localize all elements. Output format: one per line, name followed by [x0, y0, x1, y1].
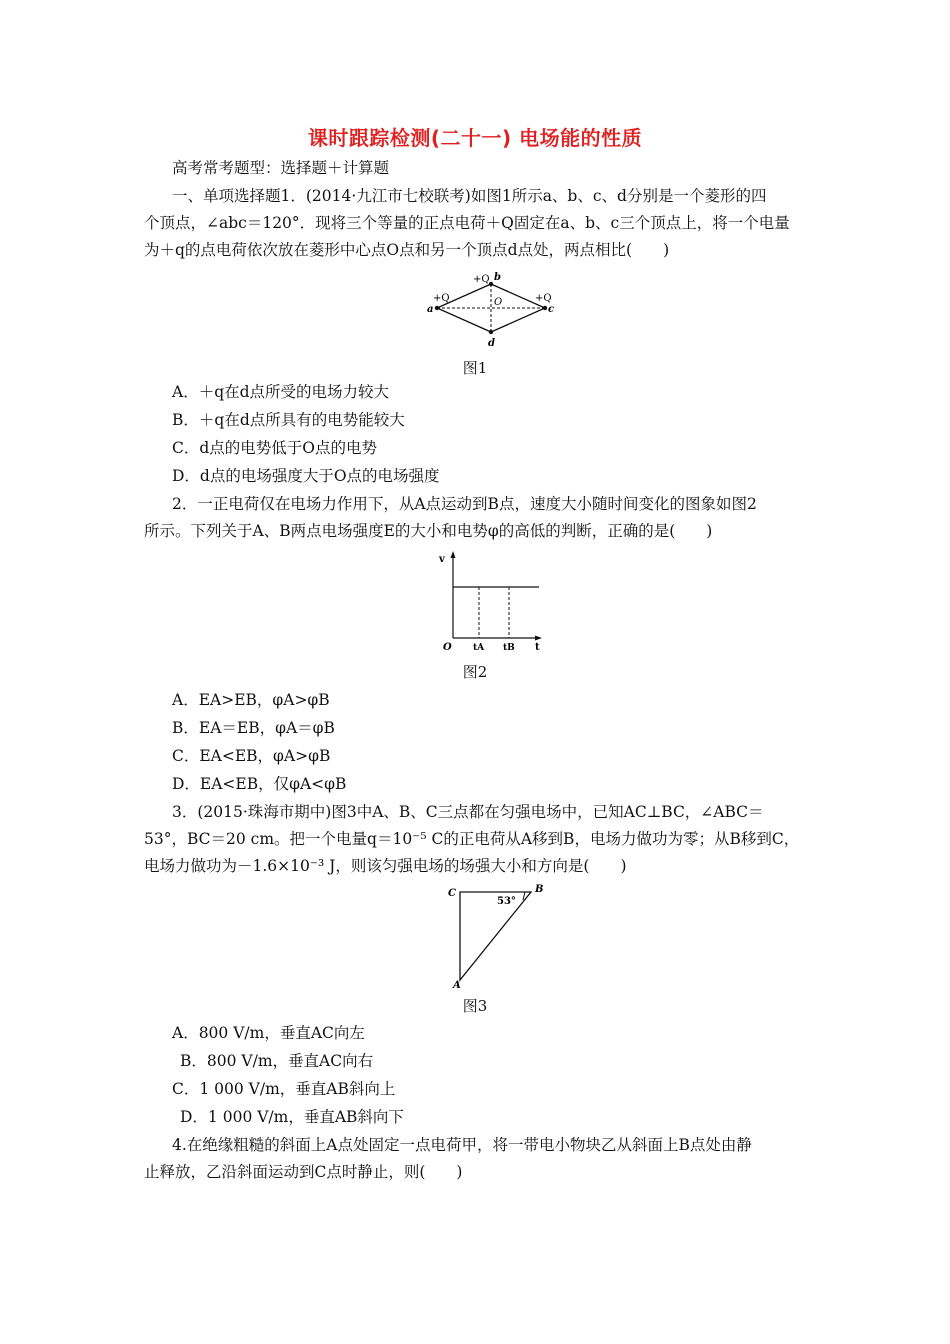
q1-text-line-2: 个顶点，∠abc＝120°．现将三个等量的正点电荷＋Q固定在a、b、c三个顶点上，将一个电量	[144, 214, 790, 232]
q1-option-b: B．＋q在d点所具有的电势能较大	[172, 411, 405, 429]
label-b: B	[535, 884, 544, 895]
q2-option-a: A．EA>EB，φA>φB	[172, 691, 330, 709]
q3-text-line-3: 电场力做功为－1.6×10⁻³ J，则该匀强电场的场强大小和方向是( )	[144, 857, 627, 875]
label-c: c	[548, 304, 555, 315]
q1-option-c: C．d点的电势低于O点的电势	[172, 439, 377, 457]
label-t: t	[535, 642, 540, 653]
t-axis-arrow	[535, 636, 542, 641]
triangle-abc	[460, 892, 531, 980]
q3-option-c: C．1 000 V/m，垂直AB斜向上	[172, 1080, 396, 1098]
label-d: d	[488, 338, 495, 349]
q2-option-d: D．EA<EB，仅φA<φB	[172, 775, 347, 793]
figure-2-velocity-time-graph	[435, 548, 550, 656]
q1-text-line-1: 一、单项选择题1．(2014·九江市七校联考)如图1所示a、b、c、d分别是一个菱形的四	[172, 187, 767, 205]
figure-3-triangle	[445, 882, 550, 992]
q1-text-line-3: 为＋q的点电荷依次放在菱形中心点O点和另一个顶点d点处，两点相比( )	[144, 241, 670, 259]
v-axis-arrow	[451, 551, 456, 558]
point-a	[435, 306, 439, 310]
q1-option-d: D．d点的电场强度大于O点的电场强度	[172, 467, 440, 485]
label-b: b	[494, 272, 501, 283]
label-plus-q-c: +Q	[535, 293, 552, 304]
label-ta: tA	[473, 643, 485, 653]
figure-3-caption: 图3	[462, 997, 488, 1015]
exam-type-line: 高考常考题型：选择题＋计算题	[172, 159, 390, 177]
figure-2-caption: 图2	[462, 663, 488, 681]
label-o: O	[494, 297, 503, 308]
point-c	[543, 306, 547, 310]
q4-text-line-2: 止释放，乙沿斜面运动到C点时静止，则( )	[144, 1163, 463, 1181]
q4-text-line-1: 4.在绝缘粗糙的斜面上A点处固定一点电荷甲，将一带电小物块乙从斜面上B点处由静	[172, 1136, 752, 1154]
q2-text-line-1: 2．一正电荷仅在电场力作用下，从A点运动到B点，速度大小随时间变化的图象如图2	[172, 495, 757, 513]
label-v: v	[439, 554, 445, 565]
label-a: A	[453, 980, 461, 991]
point-d	[489, 330, 493, 334]
q3-option-a: A．800 V/m，垂直AC向左	[172, 1024, 365, 1042]
label-angle-53: 53°	[497, 896, 516, 907]
q2-option-b: B．EA＝EB，φA＝φB	[172, 719, 335, 737]
q2-text-line-2: 所示。下列关于A、B两点电场强度E的大小和电势φ的高低的判断，正确的是( )	[144, 522, 713, 540]
label-c: C	[448, 888, 456, 899]
label-tb: tB	[503, 643, 515, 653]
q1-option-a: A．＋q在d点所受的电场力较大	[172, 383, 390, 401]
figure-1-rhombus	[425, 270, 555, 352]
q3-text-line-2: 53°，BC＝20 cm。把一个电量q＝10⁻⁵ C的正电荷从A移到B，电场力做功为零；从B移到C，	[144, 830, 800, 848]
q3-text-line-1: 3．(2015·珠海市期中)图3中A、B、C三点都在匀强电场中，已知AC⊥BC，∠ABC＝	[172, 803, 764, 821]
label-plus-q-a: +Q	[433, 293, 450, 304]
figure-1-caption: 图1	[462, 359, 488, 377]
q2-option-c: C．EA<EB，φA>φB	[172, 747, 331, 765]
label-a: a	[427, 304, 434, 315]
page-title: 课时跟踪检测(二十一) 电场能的性质	[307, 126, 643, 150]
label-origin: O	[443, 642, 452, 653]
q3-option-b: B．800 V/m，垂直AC向右	[180, 1052, 374, 1070]
q3-option-d: D．1 000 V/m，垂直AB斜向下	[180, 1108, 404, 1126]
label-plus-q-b: +Q	[473, 274, 490, 285]
